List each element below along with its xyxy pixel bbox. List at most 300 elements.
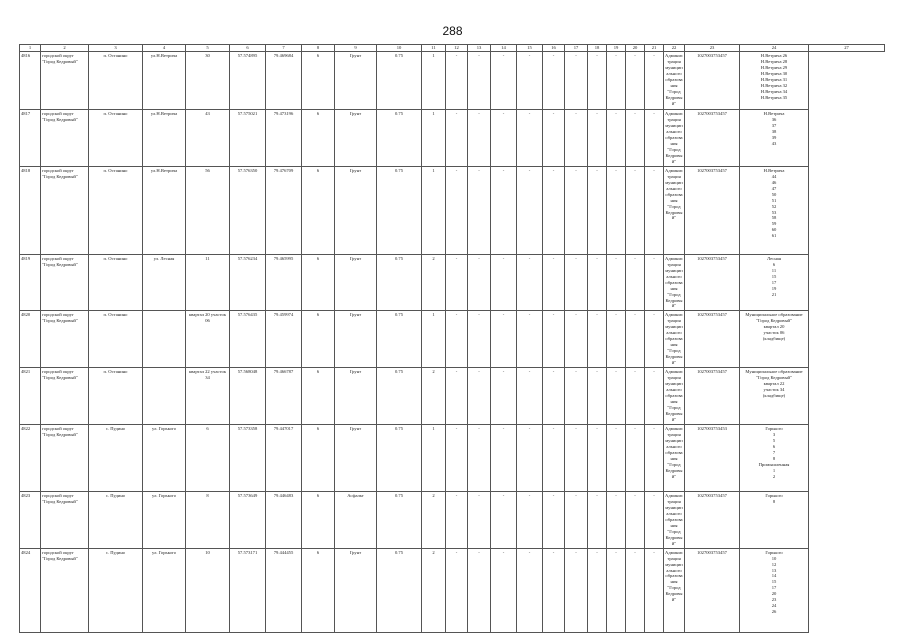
dash-cell: - xyxy=(517,491,543,548)
row-id: 4823 xyxy=(20,491,41,548)
served-address: квартал 22 xyxy=(763,381,785,387)
table-cell: 1 xyxy=(422,166,446,254)
latitude-cell: 57.573649 xyxy=(230,491,266,548)
surface-cell: Грунт xyxy=(335,368,377,425)
dash-cell: - xyxy=(491,110,517,167)
column-header: 5 xyxy=(186,45,230,52)
owner-cell: Администрация муниципального образования "Город Кедровый" xyxy=(664,166,685,254)
dash-cell: - xyxy=(517,311,543,368)
dash-cell: - xyxy=(491,491,517,548)
dash-cell: - xyxy=(543,368,565,425)
width-cell: 6 xyxy=(302,166,335,254)
column-header: 15 xyxy=(517,45,543,52)
served-address: 61 xyxy=(771,233,777,239)
table-cell: 2 xyxy=(422,254,446,311)
served-address: Н.Ветрича 29 xyxy=(760,64,788,70)
house-cell: 11 xyxy=(186,254,230,311)
dash-cell: - xyxy=(607,52,626,110)
dash-cell: - xyxy=(491,368,517,425)
owner-cell: Администрация муниципального образования "Город Кедровый" xyxy=(664,548,685,632)
settlement-cell: с. Пудино xyxy=(89,491,143,548)
table-cell: 0.75 xyxy=(377,491,422,548)
ogrn-cell: 1027003753457 xyxy=(685,311,740,368)
dash-cell: - xyxy=(468,254,491,311)
table-cell: 1 xyxy=(422,311,446,368)
district-cell: городской округ "Город Кедровый" xyxy=(41,254,89,311)
dash-cell: - xyxy=(491,311,517,368)
ogrn-cell: 1027003753457 xyxy=(685,52,740,110)
served-address: 8 xyxy=(772,498,776,504)
surface-cell: Грунт xyxy=(335,424,377,491)
column-header: 20 xyxy=(626,45,645,52)
column-header: 7 xyxy=(266,45,302,52)
street-cell xyxy=(143,311,186,368)
table-row xyxy=(20,368,885,425)
served-address: 19 xyxy=(771,285,777,291)
street-cell xyxy=(143,368,186,425)
dash-cell: - xyxy=(517,166,543,254)
served-address: 6 xyxy=(772,443,776,449)
dash-cell: - xyxy=(491,166,517,254)
served-address: Горького xyxy=(765,549,783,555)
dash-cell: - xyxy=(645,166,664,254)
owner-cell: Администрация муниципального образования "Город Кедровый" xyxy=(664,368,685,425)
served-address: 51 xyxy=(771,197,777,203)
longitude-cell: 79.476709 xyxy=(266,166,302,254)
column-header: 27 xyxy=(809,45,885,52)
dash-cell: - xyxy=(588,52,607,110)
served-address: 26 xyxy=(771,609,777,615)
served-address: квартал 20 xyxy=(763,324,785,330)
dash-cell: - xyxy=(607,254,626,311)
dash-cell: - xyxy=(588,424,607,491)
owner-cell: Администрация муниципального образования "Город Кедровый" xyxy=(664,110,685,167)
ogrn-cell: 1027003753457 xyxy=(685,166,740,254)
district-cell: городской округ "Город Кедровый" xyxy=(41,52,89,110)
settlement-cell: п. Останино xyxy=(89,52,143,110)
served-address: 3 xyxy=(772,431,776,437)
settlement-cell: п. Останино xyxy=(89,368,143,425)
longitude-cell: 79.466787 xyxy=(266,368,302,425)
table-cell: 2 xyxy=(422,548,446,632)
dash-cell: - xyxy=(645,254,664,311)
dash-cell: - xyxy=(517,254,543,311)
served-address: 43 xyxy=(771,140,777,146)
dash-cell: - xyxy=(565,311,588,368)
served-address: 50 xyxy=(771,191,777,197)
served-address: Н.Ветрича xyxy=(763,111,785,116)
served-address: Промышленная xyxy=(758,461,790,467)
latitude-cell: 57.575021 xyxy=(230,110,266,167)
table-row xyxy=(20,52,885,110)
served-address: 23 xyxy=(771,597,777,603)
dash-cell: - xyxy=(607,491,626,548)
column-header: 3 xyxy=(89,45,143,52)
dash-cell: - xyxy=(543,424,565,491)
served-address: 8 xyxy=(772,455,776,461)
served-address: Муниципальное образование "Город Кедровый" xyxy=(745,369,803,381)
dash-cell: - xyxy=(588,110,607,167)
house-cell: квартал 20 участок 06 xyxy=(186,311,230,368)
latitude-cell: 57.576234 xyxy=(230,254,266,311)
column-header: 22 xyxy=(664,45,685,52)
served-address: 24 xyxy=(771,603,777,609)
dash-cell: - xyxy=(543,254,565,311)
column-header: 14 xyxy=(491,45,517,52)
width-cell: 6 xyxy=(302,311,335,368)
ogrn-cell: 1027003753457 xyxy=(685,368,740,425)
dash-cell: - xyxy=(468,311,491,368)
served-address: 59 xyxy=(771,221,777,227)
served-address: (кладбище) xyxy=(762,393,786,399)
column-header: 2 xyxy=(41,45,89,52)
column-header: 6 xyxy=(230,45,266,52)
dash-cell: - xyxy=(517,52,543,110)
house-cell: 43 xyxy=(186,110,230,167)
dash-cell: - xyxy=(468,491,491,548)
column-header: 11 xyxy=(422,45,446,52)
settlement-cell: п. Останино xyxy=(89,254,143,311)
dash-cell: - xyxy=(565,548,588,632)
dash-cell: - xyxy=(468,52,491,110)
settlement-cell: с. Пудино xyxy=(89,424,143,491)
district-cell: городской округ "Город Кедровый" xyxy=(41,311,89,368)
table-row xyxy=(20,548,885,632)
latitude-cell: 57.576435 xyxy=(230,311,266,368)
table-cell: 1 xyxy=(422,424,446,491)
dash-cell: - xyxy=(645,368,664,425)
table-cell: 0.75 xyxy=(377,368,422,425)
dash-cell: - xyxy=(565,110,588,167)
column-header: 10 xyxy=(377,45,422,52)
row-id: 4821 xyxy=(20,368,41,425)
owner-cell: Администрация муниципального образования "Город Кедровый" xyxy=(664,254,685,311)
registry-table xyxy=(19,44,885,633)
served-address: Н.Ветрича 30 xyxy=(760,70,788,76)
page-number: 288 xyxy=(442,24,463,38)
column-header: 8 xyxy=(302,45,335,52)
row-id: 4818 xyxy=(20,166,41,254)
dash-cell: - xyxy=(607,311,626,368)
dash-cell: - xyxy=(588,368,607,425)
dash-cell: - xyxy=(468,548,491,632)
served-addresses-cell xyxy=(740,254,809,311)
dash-cell: - xyxy=(626,166,645,254)
table-cell: 0.75 xyxy=(377,311,422,368)
longitude-cell: 79.459974 xyxy=(266,311,302,368)
dash-cell: - xyxy=(517,424,543,491)
dash-cell: - xyxy=(565,424,588,491)
dash-cell: - xyxy=(468,110,491,167)
dash-cell: - xyxy=(626,491,645,548)
ogrn-cell: 1027003753457 xyxy=(685,110,740,167)
street-cell: ул.Н.Ветрича xyxy=(143,52,186,110)
latitude-cell: 57.576350 xyxy=(230,166,266,254)
district-cell: городской округ "Город Кедровый" xyxy=(41,424,89,491)
owner-cell: Администрация муниципального образования "Город Кедровый" xyxy=(664,491,685,548)
house-cell: 6 xyxy=(186,424,230,491)
row-id: 4819 xyxy=(20,254,41,311)
served-address: 11 xyxy=(771,267,777,273)
table-cell: 0.75 xyxy=(377,548,422,632)
width-cell: 6 xyxy=(302,491,335,548)
house-cell: 8 xyxy=(186,491,230,548)
column-header: 17 xyxy=(565,45,588,52)
dash-cell: - xyxy=(491,254,517,311)
dash-cell: - xyxy=(645,424,664,491)
longitude-cell: 79.473196 xyxy=(266,110,302,167)
table-row xyxy=(20,424,885,491)
column-header: 21 xyxy=(645,45,664,52)
dash-cell: - xyxy=(588,166,607,254)
column-header: 24 xyxy=(740,45,809,52)
dash-cell: - xyxy=(626,311,645,368)
width-cell: 6 xyxy=(302,254,335,311)
served-address: Н.Ветрича 32 xyxy=(760,82,788,88)
served-address: 53 xyxy=(771,209,777,215)
dash-cell: - xyxy=(588,254,607,311)
table-row xyxy=(20,110,885,167)
width-cell: 6 xyxy=(302,424,335,491)
dash-cell: - xyxy=(607,368,626,425)
served-address: 15 xyxy=(771,579,777,585)
served-address: 46 xyxy=(771,179,777,185)
served-addresses-cell xyxy=(740,548,809,632)
dash-cell: - xyxy=(468,424,491,491)
surface-cell: Грунт xyxy=(335,254,377,311)
street-cell: ул. Горького xyxy=(143,548,186,632)
width-cell: 6 xyxy=(302,110,335,167)
served-address: 5 xyxy=(772,437,776,443)
dash-cell: - xyxy=(626,52,645,110)
ogrn-cell: 1027003753457 xyxy=(685,548,740,632)
dash-cell: - xyxy=(565,166,588,254)
dash-cell: - xyxy=(626,254,645,311)
served-addresses-cell xyxy=(740,52,809,110)
dash-cell: - xyxy=(588,491,607,548)
surface-cell: Асфальт xyxy=(335,491,377,548)
dash-cell: - xyxy=(645,491,664,548)
dash-cell: - xyxy=(626,368,645,425)
table-cell: 0.75 xyxy=(377,110,422,167)
served-address: Н.Ветрича 35 xyxy=(760,94,788,100)
served-addresses-cell xyxy=(740,166,809,254)
served-address: 17 xyxy=(771,279,777,285)
ogrn-cell: 1027003753453 xyxy=(685,424,740,491)
longitude-cell: 79.469684 xyxy=(266,52,302,110)
dash-cell: - xyxy=(446,311,468,368)
served-address: 13 xyxy=(771,567,777,573)
served-address: 2 xyxy=(772,473,776,479)
row-id: 4817 xyxy=(20,110,41,167)
settlement-cell: п. Останино xyxy=(89,110,143,167)
settlement-cell: с. Пудино xyxy=(89,548,143,632)
dash-cell: - xyxy=(543,311,565,368)
dash-cell: - xyxy=(517,548,543,632)
dash-cell: - xyxy=(645,110,664,167)
dash-cell: - xyxy=(607,548,626,632)
served-address: 58 xyxy=(771,215,777,221)
house-cell: квартал 22 участок 34 xyxy=(186,368,230,425)
house-cell: 10 xyxy=(186,548,230,632)
row-id: 4822 xyxy=(20,424,41,491)
dash-cell: - xyxy=(565,491,588,548)
dash-cell: - xyxy=(468,368,491,425)
row-id: 4820 xyxy=(20,311,41,368)
dash-cell: - xyxy=(588,311,607,368)
ogrn-cell: 1027003753457 xyxy=(685,254,740,311)
column-header: 19 xyxy=(607,45,626,52)
district-cell: городской округ "Город Кедровый" xyxy=(41,166,89,254)
dash-cell: - xyxy=(446,368,468,425)
dash-cell: - xyxy=(446,166,468,254)
dash-cell: - xyxy=(543,166,565,254)
served-addresses-cell xyxy=(740,311,809,368)
served-address: 37 xyxy=(771,122,777,128)
surface-cell: Грунт xyxy=(335,311,377,368)
table-row xyxy=(20,166,885,254)
dash-cell: - xyxy=(446,52,468,110)
column-header: 13 xyxy=(468,45,491,52)
dash-cell: - xyxy=(543,548,565,632)
served-address: участок 34 xyxy=(763,387,785,393)
table-cell: 1 xyxy=(422,52,446,110)
latitude-cell: 57.568048 xyxy=(230,368,266,425)
served-address: Лесная xyxy=(767,255,781,261)
dash-cell: - xyxy=(607,110,626,167)
served-address: Н.Ветрича 34 xyxy=(760,88,788,94)
dash-cell: - xyxy=(491,52,517,110)
column-header: 23 xyxy=(685,45,740,52)
latitude-cell: 57.573358 xyxy=(230,424,266,491)
longitude-cell: 79.444455 xyxy=(266,548,302,632)
width-cell: 6 xyxy=(302,52,335,110)
dash-cell: - xyxy=(543,491,565,548)
street-cell: ул. Горького xyxy=(143,491,186,548)
served-address: Н.Ветрича 31 xyxy=(760,76,788,82)
served-address: 39 xyxy=(771,134,777,140)
served-address: Н.Ветрича 28 xyxy=(760,58,788,64)
row-id: 4816 xyxy=(20,52,41,110)
served-addresses-cell xyxy=(740,368,809,425)
house-cell: 56 xyxy=(186,166,230,254)
dash-cell: - xyxy=(543,110,565,167)
dash-cell: - xyxy=(645,548,664,632)
dash-cell: - xyxy=(565,368,588,425)
served-address: Горького xyxy=(765,492,783,498)
served-address: 60 xyxy=(771,227,777,233)
dash-cell: - xyxy=(446,254,468,311)
column-header: 9 xyxy=(335,45,377,52)
dash-cell: - xyxy=(468,166,491,254)
owner-cell: Администрация муниципального образования "Город Кедровый" xyxy=(664,424,685,491)
street-cell: ул.Н.Ветрича xyxy=(143,166,186,254)
longitude-cell: 79.447017 xyxy=(266,424,302,491)
dash-cell: - xyxy=(543,52,565,110)
served-addresses-cell xyxy=(740,491,809,548)
served-address: 20 xyxy=(771,591,777,597)
width-cell: 6 xyxy=(302,368,335,425)
column-header: 4 xyxy=(143,45,186,52)
dash-cell: - xyxy=(645,52,664,110)
dash-cell: - xyxy=(565,52,588,110)
dash-cell: - xyxy=(446,548,468,632)
table-row xyxy=(20,311,885,368)
dash-cell: - xyxy=(446,424,468,491)
dash-cell: - xyxy=(491,548,517,632)
width-cell: 6 xyxy=(302,548,335,632)
row-id: 4824 xyxy=(20,548,41,632)
dash-cell: - xyxy=(626,110,645,167)
owner-cell: Администрация муниципального образования "Город Кедровый" xyxy=(664,311,685,368)
longitude-cell: 79.446483 xyxy=(266,491,302,548)
dash-cell: - xyxy=(626,548,645,632)
dash-cell: - xyxy=(607,166,626,254)
longitude-cell: 79.465995 xyxy=(266,254,302,311)
street-cell: ул. Лесная xyxy=(143,254,186,311)
served-address: 21 xyxy=(771,291,777,297)
dash-cell: - xyxy=(517,368,543,425)
served-address: (кладбище) xyxy=(762,336,786,342)
served-address: 38 xyxy=(771,128,777,134)
column-header: 12 xyxy=(446,45,468,52)
served-address: 47 xyxy=(771,185,777,191)
dash-cell: - xyxy=(491,424,517,491)
owner-cell: Администрация муниципального образования "Город Кедровый" xyxy=(664,52,685,110)
district-cell: городской округ "Город Кедровый" xyxy=(41,368,89,425)
table-cell: 0.75 xyxy=(377,52,422,110)
served-address: 10 xyxy=(771,555,777,561)
table-cell: 1 xyxy=(422,110,446,167)
served-address: 6 xyxy=(772,261,776,267)
served-address: Муниципальное образование "Город Кедровый" xyxy=(745,312,803,324)
column-header: 16 xyxy=(543,45,565,52)
served-address: 44 xyxy=(771,173,777,179)
surface-cell: Грунт xyxy=(335,166,377,254)
settlement-cell: п. Останино xyxy=(89,311,143,368)
table-cell: 2 xyxy=(422,491,446,548)
served-address: 14 xyxy=(771,573,777,579)
column-header: 1 xyxy=(20,45,41,52)
district-cell: городской округ "Город Кедровый" xyxy=(41,110,89,167)
header-row xyxy=(20,45,885,52)
latitude-cell: 57.574895 xyxy=(230,52,266,110)
served-address: участок 06 xyxy=(763,330,785,336)
served-address: 52 xyxy=(771,203,777,209)
street-cell: ул.Н.Ветрича xyxy=(143,110,186,167)
table-cell: 2 xyxy=(422,368,446,425)
served-address: 7 xyxy=(772,449,776,455)
dash-cell: - xyxy=(446,491,468,548)
district-cell: городской округ "Город Кедровый" xyxy=(41,491,89,548)
table-row xyxy=(20,491,885,548)
dash-cell: - xyxy=(565,254,588,311)
ogrn-cell: 1027003753457 xyxy=(685,491,740,548)
column-header: 18 xyxy=(588,45,607,52)
latitude-cell: 57.573171 xyxy=(230,548,266,632)
dash-cell: - xyxy=(588,548,607,632)
served-address: 1 xyxy=(772,467,776,473)
served-address: 17 xyxy=(771,585,777,591)
dash-cell: - xyxy=(645,311,664,368)
dash-cell: - xyxy=(517,110,543,167)
served-address: 12 xyxy=(771,561,777,567)
served-address: Горького xyxy=(765,425,783,431)
served-address: 15 xyxy=(771,273,777,279)
table-cell: 0.75 xyxy=(377,166,422,254)
served-addresses-cell xyxy=(740,424,809,491)
street-cell: ул. Горького xyxy=(143,424,186,491)
